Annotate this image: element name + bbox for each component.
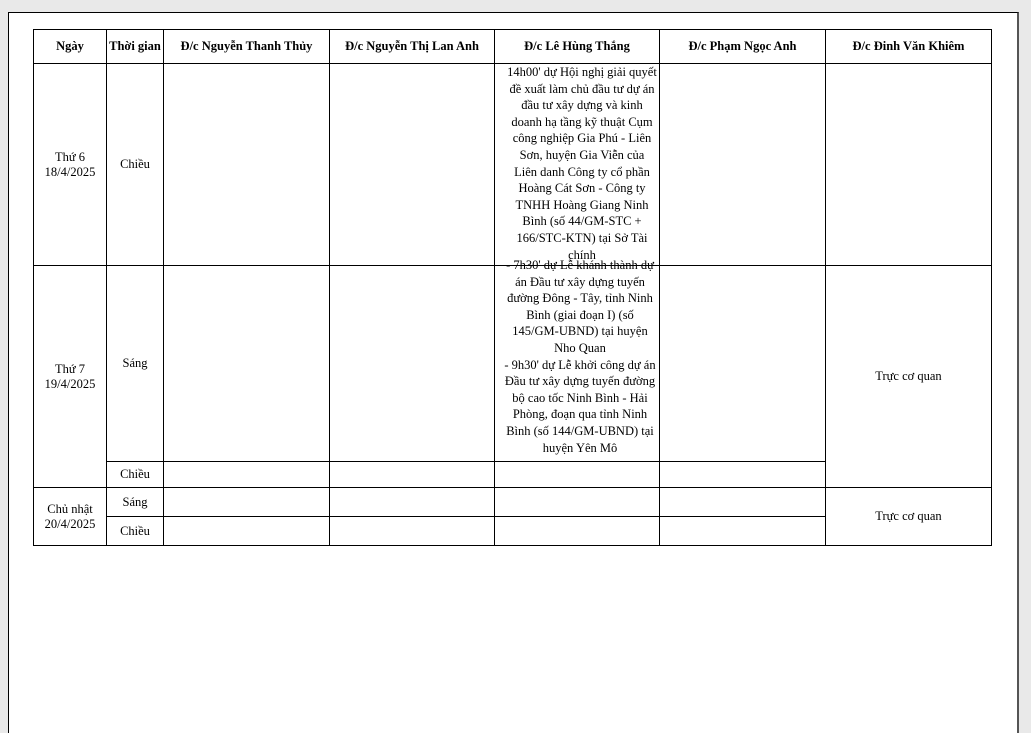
duty-cell: Trực cơ quan bbox=[826, 266, 992, 488]
schedule-cell bbox=[330, 517, 495, 546]
schedule-cell bbox=[164, 517, 330, 546]
day-label: Thứ 7 bbox=[54, 361, 86, 376]
schedule-cell bbox=[330, 266, 495, 462]
date-label: 19/4/2025 bbox=[44, 376, 96, 391]
header-day: Ngày bbox=[34, 30, 107, 64]
schedule-cell bbox=[495, 64, 660, 266]
schedule-cell bbox=[495, 488, 660, 517]
event-text: 14h00' dự Hội nghị giải quyết đề xuất làm chủ đầu tư dự án đầu tư xây dựng và kinh doanh hạ tầng kỹ thuật Cụm công nghiệp Gia Phú - Liên Sơn, huyện Gia Viễn của Liên danh Công ty cổ phần Hoàng Cát Sơn - Công ty TNHH Hoàng Giang Ninh Bình (số 44/GM-STC + 166/STC-KTN) tại Sở Tài chính bbox=[507, 65, 657, 262]
schedule-cell bbox=[330, 64, 495, 266]
document-page bbox=[8, 12, 1019, 733]
schedule-cell bbox=[660, 462, 826, 488]
schedule-cell bbox=[330, 488, 495, 517]
day-cell bbox=[34, 488, 107, 546]
schedule-cell bbox=[164, 64, 330, 266]
time-cell: Chiều bbox=[107, 462, 164, 488]
day-cell bbox=[34, 64, 107, 266]
time-cell: Sáng bbox=[107, 488, 164, 517]
schedule-cell bbox=[495, 462, 660, 488]
header-person-2: Đ/c Nguyễn Thị Lan Anh bbox=[330, 30, 495, 64]
event-text: - 9h30' dự Lễ khởi công dự án Đầu tư xây dựng tuyến đường bộ cao tốc Ninh Bình - Hải Phòng, đoạn qua tỉnh Ninh Bình (số 144/GM-UBND) tại huyện Yên Mô bbox=[504, 357, 656, 455]
day-label: Chủ nhật bbox=[47, 501, 93, 516]
header-time: Thời gian bbox=[107, 30, 164, 64]
date-label: 20/4/2025 bbox=[44, 516, 96, 531]
date-label: 18/4/2025 bbox=[44, 164, 96, 179]
header-person-1: Đ/c Nguyễn Thanh Thủy bbox=[164, 30, 330, 64]
schedule-table bbox=[33, 29, 992, 546]
schedule-cell bbox=[660, 266, 826, 462]
schedule-cell bbox=[164, 462, 330, 488]
time-cell: Chiều bbox=[107, 64, 164, 266]
day-cell bbox=[34, 266, 107, 488]
schedule-cell bbox=[660, 64, 826, 266]
day-label: Thứ 6 bbox=[54, 149, 86, 164]
time-cell: Chiều bbox=[107, 517, 164, 546]
header-person-5: Đ/c Đinh Văn Khiêm bbox=[826, 30, 992, 64]
schedule-cell bbox=[495, 258, 660, 462]
table-row bbox=[34, 266, 992, 462]
header-row bbox=[34, 30, 992, 64]
schedule-cell bbox=[164, 488, 330, 517]
table-row bbox=[34, 64, 992, 266]
schedule-cell bbox=[826, 64, 992, 266]
schedule-cell bbox=[330, 462, 495, 488]
event-text: - 7h30' dự Lễ khánh thành dự án Đầu tư xây dựng tuyến đường Đông - Tây, tỉnh Ninh Bình (giai đoạn I) (số 145/GM-UBND) tại huyện Nho Quan bbox=[506, 258, 654, 355]
duty-cell: Trực cơ quan bbox=[826, 488, 992, 546]
header-person-4: Đ/c Phạm Ngọc Anh bbox=[660, 30, 826, 64]
time-cell: Sáng bbox=[107, 266, 164, 462]
schedule-cell bbox=[164, 266, 330, 462]
schedule-cell bbox=[495, 517, 660, 546]
schedule-cell bbox=[660, 488, 826, 517]
schedule-cell bbox=[660, 517, 826, 546]
header-person-3: Đ/c Lê Hùng Thắng bbox=[495, 30, 660, 64]
table-row bbox=[34, 488, 992, 517]
